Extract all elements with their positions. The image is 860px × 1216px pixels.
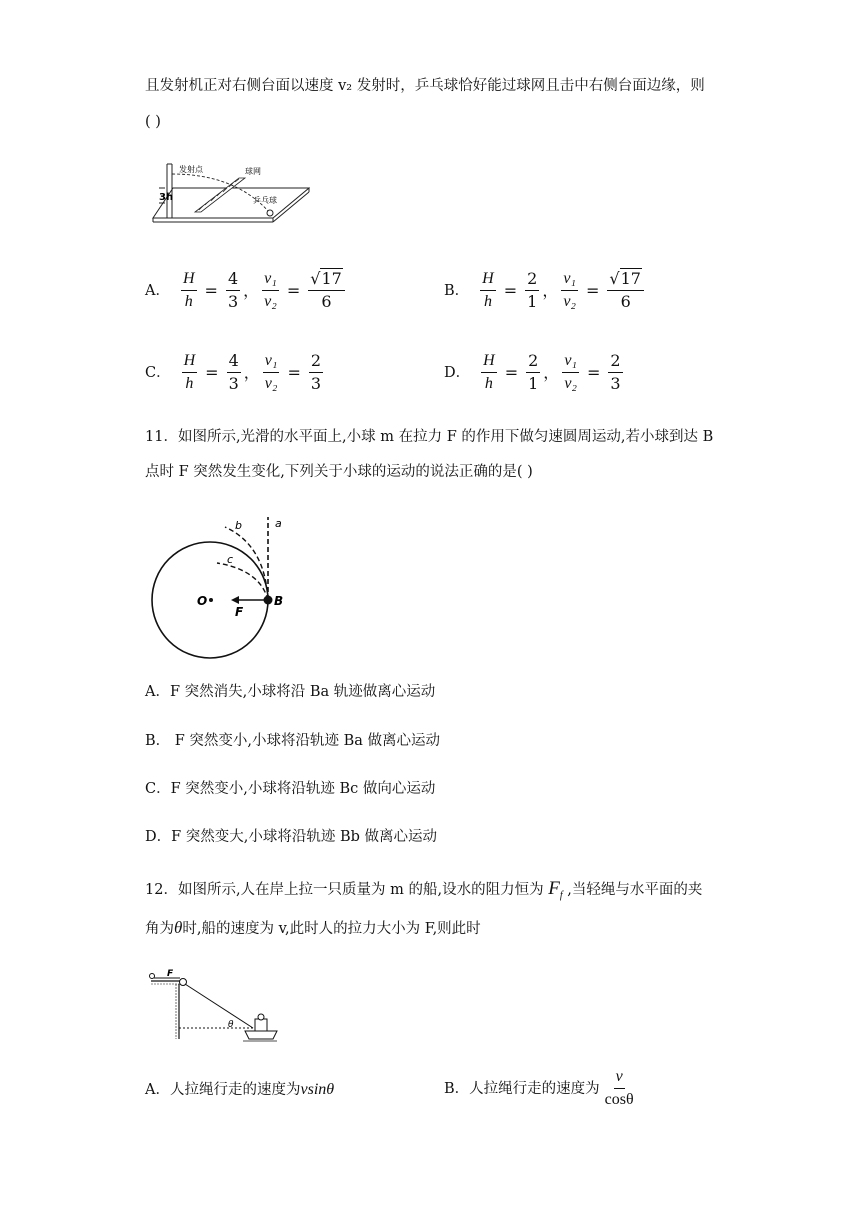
- q11-option-b[interactable]: B． F 突然变小,小球将沿轨迹 Ba 做离心运动: [145, 733, 441, 749]
- label-F: F: [167, 969, 174, 979]
- q12-stem-line2: 角为θ时,船的速度为 v,此时人的拉力大小为 F,则此时: [145, 918, 481, 937]
- label-B: B: [274, 594, 284, 608]
- q12-option-a[interactable]: A．人拉绳行走的速度为vsinθ: [145, 1081, 335, 1098]
- label-ball: 乒乓球: [253, 196, 277, 205]
- label-3h: 3h: [159, 192, 174, 203]
- label-b: b: [235, 519, 242, 532]
- boat-pulling-figure: [145, 965, 280, 1050]
- label-F: F: [235, 605, 244, 619]
- label-a: a: [275, 517, 282, 530]
- q11-option-a[interactable]: A．F 突然消失,小球将沿 Ba 轨迹做离心运动: [145, 684, 436, 700]
- label-theta: θ: [228, 1020, 234, 1030]
- label-O: O: [197, 594, 208, 608]
- q10-stem-line1: 且发射机正对右侧台面以速度 v₂ 发射时，乒乓球恰好能过球网且击中右侧台面边缘，则: [145, 78, 705, 94]
- q11-stem-line2: 点时 F 突然发生变化,下列关于小球的运动的说法正确的是( ): [145, 464, 533, 480]
- q10-option-d[interactable]: D． $\frac{H}{h}$ = $\frac{2}{1}$ ， $\frac{\text{v₁}}{\text{v₂}}$ = $\frac{2}{3}$: [444, 351, 621, 393]
- label-net: 球网: [245, 167, 261, 176]
- label-launch-point: 发射点: [179, 165, 203, 174]
- q11-option-d[interactable]: D．F 突然变大,小球将沿轨迹 Bb 做离心运动: [145, 829, 438, 845]
- ping-pong-table-figure: [145, 160, 310, 232]
- circular-motion-figure: [145, 505, 305, 670]
- q10-option-a[interactable]: A． $\frac{H}{h}$ = $\frac{4}{3}$ ， $\frac{\text{v₁}}{\text{v₂}}$ = √ 17 6: [145, 268, 348, 313]
- q12-option-b[interactable]: B．人拉绳行走的速度为 $\frac{v}{\cos\theta}$: [444, 1068, 634, 1108]
- q12-stem-line1: 12．如图所示,人在岸上拉一只质量为 m 的船,设水的阻力恒为 $F_f$ ,当轻绳与水平面的夹: [145, 878, 703, 901]
- label-c: c: [227, 553, 234, 566]
- q10-stem-line2: ( ): [145, 114, 161, 130]
- q11-option-c[interactable]: C．F 突然变小,小球将沿轨迹 Bc 做向心运动: [145, 781, 436, 797]
- q11-stem-line1: 11．如图所示,光滑的水平面上,小球 m 在拉力 F 的作用下做匀速圆周运动,若小球到达 B: [145, 429, 714, 445]
- q10-option-b[interactable]: B． $\frac{H}{h}$ = $\frac{2}{1}$ ， $\frac{\text{v₁}}{\text{v₂}}$ = √ 17 6: [444, 268, 647, 313]
- q10-option-c[interactable]: C． $\frac{H}{h}$ = $\frac{4}{3}$ ， $\frac{\text{v₁}}{\text{v₂}}$ = $\frac{2}{3}$: [145, 351, 322, 393]
